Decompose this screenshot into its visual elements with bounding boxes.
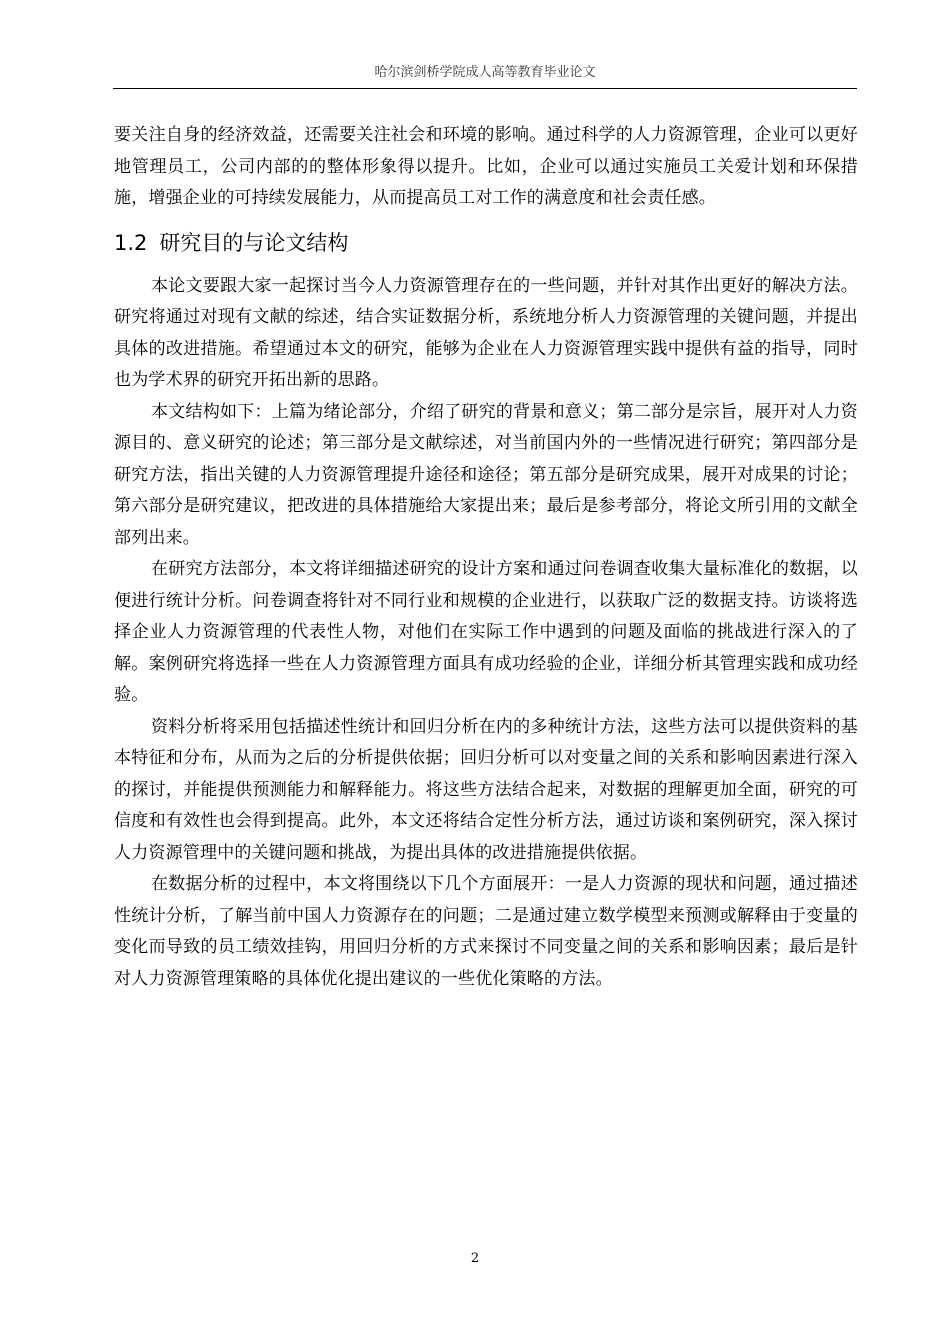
- paragraph-data-analysis: 资料分析将采用包括描述性统计和回归分析在内的多种统计方法，这些方法可以提供资料的基本特征和分布，从而为之后的分析提供依据；回归分析可以对变量之间的关系和影响因素进行深入的探讨，并能提供预测能力和解释能力。将这些方法结合起来，对数据的理解更加全面，研究的可信度和有效性也会得到提高。此外，本文还将结合定性分析方法，通过访谈和案例研究，深入探讨人力资源管理中的关键问题和挑战，为提出具体的改进措施提供依据。: [114, 716, 858, 863]
- section-title: 研究目的与论文结构: [159, 230, 349, 255]
- paragraph-purpose: 本论文要跟大家一起探讨当今人力资源管理存在的一些问题，并针对其作出更好的解决方法。研究将通过对现有文献的综述，结合实证数据分析，系统地分析人力资源管理的关键问题，并提出具体的改进措施。希望通过本文的研究，能够为企业在人力资源管理实践中提供有益的指导，同时也为学术界的研究开拓出新的思路。: [114, 275, 858, 390]
- header-rule: [113, 88, 857, 89]
- paragraph-methods: 在研究方法部分，本文将详细描述研究的设计方案和通过问卷调查收集大量标准化的数据，以便进行统计分析。问卷调查将针对不同行业和规模的企业进行，以获取广泛的数据支持。访谈将选择企业人力资源管理的代表性人物，对他们在实际工作中遇到的问题及面临的挑战进行深入的了解。案例研究将选择一些在人力资源管理方面具有成功经验的企业，详细分析其管理实践和成功经验。: [114, 559, 858, 705]
- section-heading: [114, 215, 858, 271]
- paragraph-structure: 本文结构如下：上篇为绪论部分，介绍了研究的背景和意义；第二部分是宗旨，展开对人力资源目的、意义研究的论述；第三部分是文献综述，对当前国内外的一些情况进行研究；第四部分是研究方法，指出关键的人力资源管理提升途径和途径；第五部分是研究成果，展开对成果的讨论；第六部分是研究建议，把改进的具体措施给大家提出来；最后是参考部分，将论文所引用的文献全部列出来。: [114, 401, 858, 548]
- section-number: 1.2: [114, 230, 148, 255]
- paragraph-analysis-process: 在数据分析的过程中，本文将围绕以下几个方面展开：一是人力资源的现状和问题，通过描述性统计分析，了解当前中国人力资源存在的问题；二是通过建立数学模型来预测或解释由于变量的变化而导致的员工绩效挂钩，用回归分析的方式来探讨不同变量之间的关系和影响因素；最后是针对人力资源管理策略的具体优化提出建议的一些优化策略的方法。: [114, 874, 858, 989]
- page-body: [114, 120, 858, 995]
- continued-paragraph: 要关注自身的经济效益，还需要关注社会和环境的影响。通过科学的人力资源管理，企业可以更好地管理员工，公司内部的的整体形象得以提升。比如，企业可以通过实施员工关爱计划和环保措施，增强企业的可持续发展能力，从而提高员工对工作的满意度和社会责任感。: [114, 125, 858, 208]
- page-number: 2: [470, 1251, 480, 1266]
- running-header: 哈尔滨剑桥学院成人高等教育毕业论文: [374, 65, 596, 80]
